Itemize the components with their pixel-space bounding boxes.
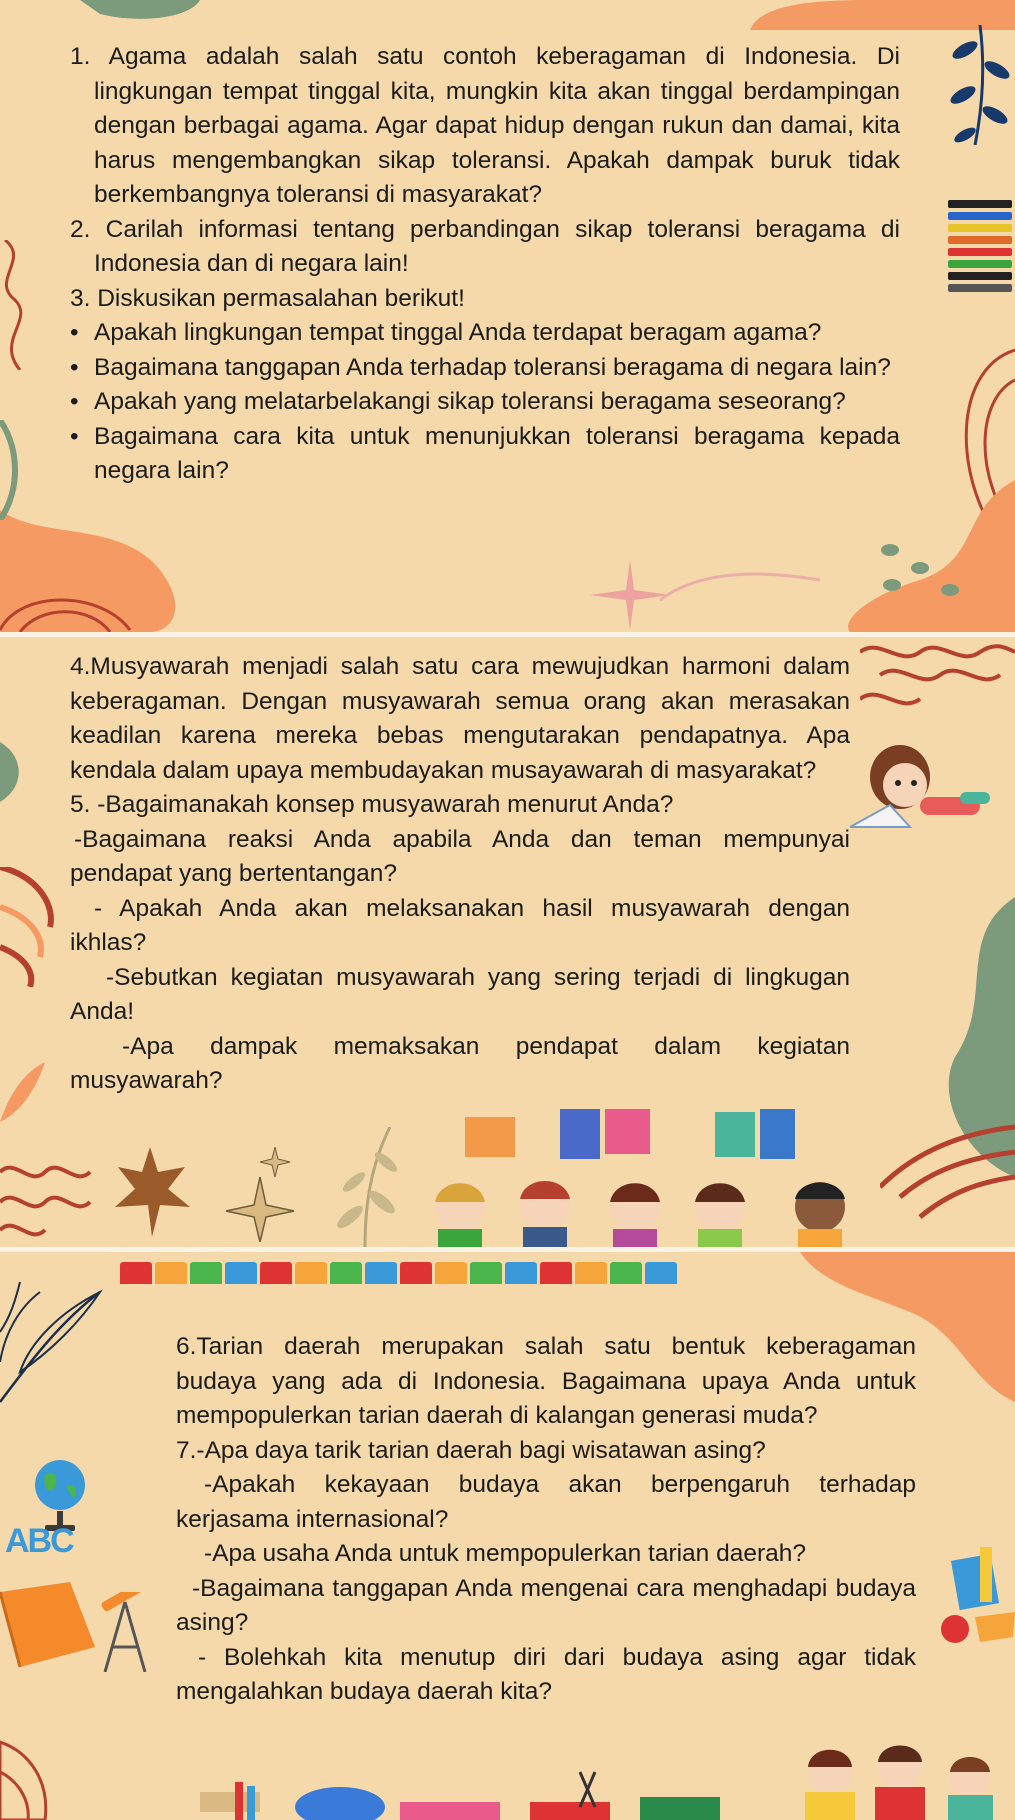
question-1: 1. Agama adalah salah satu contoh keberagaman di Indonesia. Di lingkungan tempat tinggal kita, mungkin kita akan tinggal berdampingan dengan berbagai agama. Agar dapat hidup dengan rukun dan damai, kita harus mengembangkan sikap toleransi. Apakah dampak buruk tidak berkembangnya toleransi di masyarakat? xyxy=(70,43,900,208)
children-with-books-illustration-icon xyxy=(410,1107,860,1247)
sage-blob-top-left-icon xyxy=(80,0,200,22)
abc-letters: ABC xyxy=(5,1522,73,1560)
school-supplies-right-icon xyxy=(935,1547,1015,1647)
marker-pens-icon xyxy=(948,200,1015,295)
rust-wave-lines-icon xyxy=(860,637,1015,707)
question-7: 7.-Apa daya tarik tarian daerah bagi wisatawan asing? xyxy=(176,1436,766,1464)
rust-squiggle-left-icon xyxy=(0,240,30,370)
question-5: 5. -Bagaimanakah konsep musyawarah menurut Anda? xyxy=(70,791,674,818)
pink-swoosh-icon xyxy=(660,570,820,610)
sparkle-stars-icon xyxy=(220,1147,300,1242)
girl-reading-illustration-icon xyxy=(850,727,1000,837)
navy-fern-left-icon xyxy=(0,1272,110,1412)
question-5b: -Bagaimana reaksi Anda apabila Anda dan teman mempunyai pendapat yang bertentangan? xyxy=(70,825,850,887)
rust-leaf-bottom-left-icon xyxy=(0,1712,60,1820)
maple-leaf-icon xyxy=(110,1147,190,1237)
pink-sparkle-star-icon xyxy=(590,560,670,630)
question-3: 3. Diskusikan permasalahan berikut! xyxy=(70,284,465,312)
section-1-text xyxy=(70,40,900,489)
question-6: 6.Tarian daerah merupakan salah satu bentuk keberagaman budaya yang ada di Indonesia. Bagaimana upaya Anda untuk mempopulerkan tarian daerah di kalangan generasi muda? xyxy=(176,1333,916,1429)
rust-fronds-right-icon xyxy=(880,1107,1015,1247)
orange-book-icon xyxy=(0,1572,100,1672)
easel-icon xyxy=(95,1592,155,1672)
wheat-branch-icon xyxy=(320,1127,410,1247)
rust-arcs-left-icon xyxy=(0,867,70,987)
section-3-panel xyxy=(0,1252,1015,1820)
question-7d: -Bagaimana tanggapan Anda mengenai cara menghadapi budaya asing? xyxy=(176,1574,916,1636)
list-item: • Bagaimana cara kita untuk menunjukkan toleransi beragama kepada negara lain? xyxy=(70,420,900,489)
section-2-panel xyxy=(0,637,1015,1247)
discussion-bullet-list xyxy=(70,316,900,489)
question-2: 2. Carilah informasi tentang perbandingan sikap toleransi beragama di Indonesia dan di negara lain! xyxy=(70,215,900,277)
section-2-text xyxy=(70,650,850,1099)
question-7b: -Apakah kekayaan budaya akan berpengaruh terhadap kerjasama internasional? xyxy=(176,1471,916,1533)
section-1-panel xyxy=(0,0,1015,632)
book-bunting-row xyxy=(120,1262,677,1284)
list-item: • Apakah lingkungan tempat tinggal Anda terdapat beragam agama? xyxy=(70,316,900,351)
stationery-bottom-icon xyxy=(200,1762,720,1820)
question-7c: -Apa usaha Anda untuk mempopulerkan tarian daerah? xyxy=(204,1540,807,1567)
question-5e: -Apa dampak memaksakan pendapat dalam kegiatan musyawarah? xyxy=(70,1032,850,1094)
question-5d: -Sebutkan kegiatan musyawarah yang sering terjadi di lingkugan Anda! xyxy=(70,963,850,1025)
orange-leaf-left-icon xyxy=(0,1062,45,1122)
list-item: • Apakah yang melatarbelakangi sikap toleransi beragama seseorang? xyxy=(70,385,900,420)
rust-squiggles-bottom-left-icon xyxy=(0,1157,95,1237)
sage-curve-left-icon xyxy=(0,420,20,520)
question-4: 4.Musyawarah menjadi salah satu cara mewujudkan harmoni dalam keberagaman. Dengan musyawarah semua orang akan merasakan keadilan karena mereka bebas mengutarakan pendapatnya. Apa kendala dalam upaya membudayakan musayawarah di masyarakat? xyxy=(70,653,850,784)
question-5c: - Apakah Anda akan melaksanakan hasil musyawarah dengan ikhlas? xyxy=(70,894,850,956)
section-3-text xyxy=(176,1330,916,1710)
question-7e: - Bolehkah kita menutup diri dari budaya asing agar tidak mengalahkan budaya daerah kita? xyxy=(176,1643,916,1705)
navy-leaf-branch-icon xyxy=(945,25,1015,145)
sage-blob-left-icon xyxy=(0,742,20,802)
rust-arch-left-icon xyxy=(0,590,140,632)
list-item: • Bagaimana tanggapan Anda terhadap toleransi beragama di negara lain? xyxy=(70,351,900,386)
kids-reading-illustration-icon xyxy=(790,1732,1015,1820)
sage-dots-icon xyxy=(880,540,970,600)
